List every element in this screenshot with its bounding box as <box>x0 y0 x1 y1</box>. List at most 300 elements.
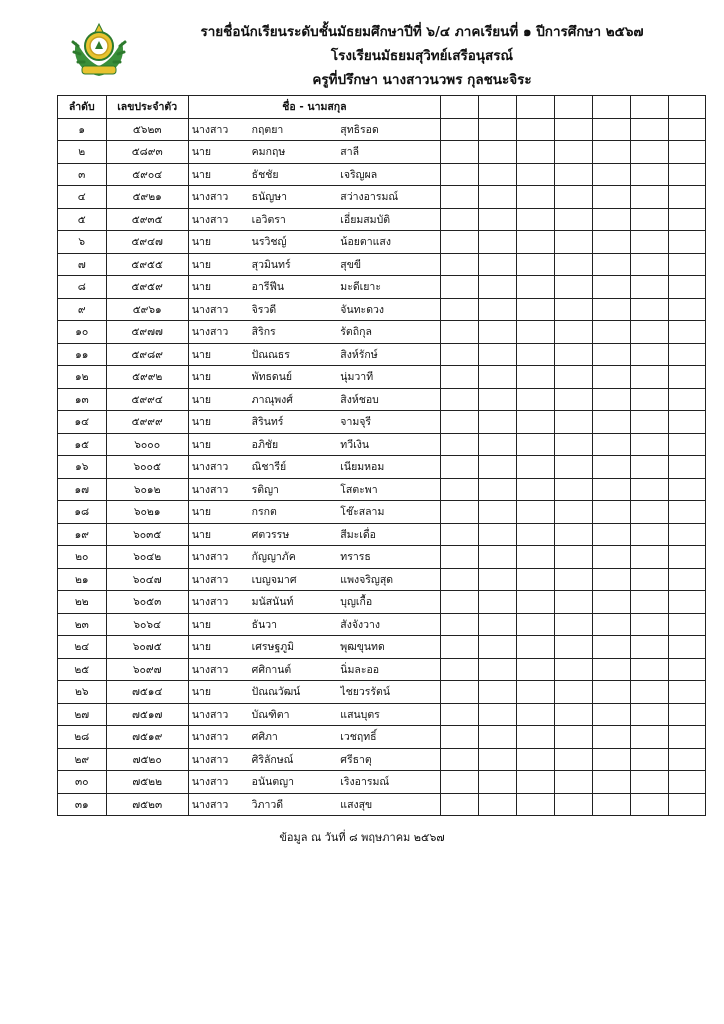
blank-cell <box>479 366 517 389</box>
blank-cell <box>593 298 631 321</box>
last-name: สุทธิรอด <box>340 118 440 141</box>
blank-cell <box>593 456 631 479</box>
student-id: ๗๕๑๗ <box>106 703 188 726</box>
blank-cell <box>517 118 555 141</box>
blank-cell <box>441 253 479 276</box>
blank-cell <box>441 186 479 209</box>
student-id: ๖๐๔๗ <box>106 568 188 591</box>
row-number: ๒ <box>58 141 107 164</box>
column-header-no: ลำดับ <box>58 96 107 119</box>
document-header <box>140 20 704 92</box>
row-number: ๒๐ <box>58 546 107 569</box>
blank-cell <box>517 726 555 749</box>
table-row <box>58 186 706 209</box>
blank-cell <box>441 568 479 591</box>
blank-cell <box>555 186 593 209</box>
blank-cell <box>555 388 593 411</box>
name-prefix: นาย <box>188 343 251 366</box>
blank-cell <box>555 411 593 434</box>
blank-cell <box>479 748 517 771</box>
blank-cell <box>630 253 668 276</box>
blank-cell <box>630 726 668 749</box>
blank-cell <box>479 478 517 501</box>
blank-cell <box>668 636 705 659</box>
blank-cell <box>630 388 668 411</box>
name-prefix: นางสาว <box>188 478 251 501</box>
last-name: สังจังวาง <box>340 613 440 636</box>
blank-cell <box>441 478 479 501</box>
blank-cell <box>441 208 479 231</box>
table-row <box>58 658 706 681</box>
last-name: สีมะเดื่อ <box>340 523 440 546</box>
blank-cell <box>555 748 593 771</box>
blank-cell <box>517 748 555 771</box>
first-name: อนันตญา <box>252 771 341 794</box>
blank-cell <box>555 546 593 569</box>
blank-cell <box>555 681 593 704</box>
row-number: ๒๘ <box>58 726 107 749</box>
blank-cell <box>441 726 479 749</box>
blank-cell <box>517 546 555 569</box>
row-number: ๙ <box>58 298 107 321</box>
name-prefix: นางสาว <box>188 591 251 614</box>
first-name: คมกฤษ <box>252 141 341 164</box>
table-row <box>58 163 706 186</box>
blank-cell <box>517 433 555 456</box>
blank-cell <box>555 343 593 366</box>
blank-cell <box>517 141 555 164</box>
student-id: ๖๐๖๔ <box>106 613 188 636</box>
blank-cell <box>441 118 479 141</box>
blank-cell <box>555 321 593 344</box>
student-id: ๕๙๘๙ <box>106 343 188 366</box>
blank-cell <box>441 703 479 726</box>
first-name: รติญา <box>252 478 341 501</box>
name-prefix: นางสาว <box>188 298 251 321</box>
table-row <box>58 613 706 636</box>
blank-cell <box>479 163 517 186</box>
blank-cell <box>441 681 479 704</box>
blank-cell <box>517 321 555 344</box>
student-id: ๕๙๓๕ <box>106 208 188 231</box>
blank-cell <box>630 298 668 321</box>
blank-cell <box>593 366 631 389</box>
blank-cell <box>517 208 555 231</box>
blank-cell <box>555 613 593 636</box>
table-row <box>58 501 706 524</box>
blank-cell <box>630 748 668 771</box>
blank-cell <box>555 276 593 299</box>
student-id: ๖๐๙๗ <box>106 658 188 681</box>
blank-cell <box>479 546 517 569</box>
student-id: ๖๐๐๕ <box>106 456 188 479</box>
first-name: กรกต <box>252 501 341 524</box>
table-row <box>58 118 706 141</box>
first-name: ศศิกานต์ <box>252 658 341 681</box>
last-name: บุญเกื้อ <box>340 591 440 614</box>
name-prefix: นางสาว <box>188 456 251 479</box>
blank-column-header <box>668 96 705 119</box>
last-name: รัตถิกุล <box>340 321 440 344</box>
last-name: จามจุรี <box>340 411 440 434</box>
student-id: ๕๘๙๓ <box>106 141 188 164</box>
blank-cell <box>441 523 479 546</box>
blank-cell <box>479 141 517 164</box>
blank-cell <box>668 298 705 321</box>
blank-cell <box>630 208 668 231</box>
first-name: ธัชชัย <box>252 163 341 186</box>
student-id: ๗๕๑๔ <box>106 681 188 704</box>
row-number: ๕ <box>58 208 107 231</box>
first-name: อภิชัย <box>252 433 341 456</box>
blank-cell <box>668 523 705 546</box>
school-logo <box>68 20 130 82</box>
student-roster-table <box>57 95 706 816</box>
blank-cell <box>630 546 668 569</box>
last-name: นิ่มละออ <box>340 658 440 681</box>
row-number: ๑๙ <box>58 523 107 546</box>
blank-cell <box>668 411 705 434</box>
last-name: ทวีเงิน <box>340 433 440 456</box>
name-prefix: นาย <box>188 388 251 411</box>
last-name: สาลี <box>340 141 440 164</box>
first-name: มนัสนันท์ <box>252 591 341 614</box>
last-name: สว่างอารมณ์ <box>340 186 440 209</box>
row-number: ๗ <box>58 253 107 276</box>
blank-cell <box>630 568 668 591</box>
blank-column-header <box>555 96 593 119</box>
blank-cell <box>630 681 668 704</box>
blank-cell <box>630 613 668 636</box>
blank-cell <box>668 568 705 591</box>
blank-cell <box>479 726 517 749</box>
blank-cell <box>441 231 479 254</box>
blank-cell <box>517 298 555 321</box>
table-row <box>58 636 706 659</box>
blank-cell <box>668 456 705 479</box>
row-number: ๑๔ <box>58 411 107 434</box>
name-prefix: นาย <box>188 411 251 434</box>
name-prefix: นาย <box>188 276 251 299</box>
last-name: โช๊ะสลาม <box>340 501 440 524</box>
last-name: แสนบุตร <box>340 703 440 726</box>
row-number: ๑๒ <box>58 366 107 389</box>
name-prefix: นาย <box>188 636 251 659</box>
row-number: ๒๑ <box>58 568 107 591</box>
table-row <box>58 456 706 479</box>
blank-cell <box>479 771 517 794</box>
blank-cell <box>668 141 705 164</box>
blank-cell <box>668 231 705 254</box>
blank-cell <box>555 163 593 186</box>
blank-cell <box>668 726 705 749</box>
blank-cell <box>668 658 705 681</box>
blank-cell <box>593 591 631 614</box>
blank-cell <box>479 501 517 524</box>
blank-cell <box>479 793 517 816</box>
blank-column-header <box>479 96 517 119</box>
blank-cell <box>479 703 517 726</box>
blank-cell <box>668 501 705 524</box>
roster-body <box>58 118 706 816</box>
row-number: ๓๐ <box>58 771 107 794</box>
blank-cell <box>555 523 593 546</box>
name-prefix: นางสาว <box>188 793 251 816</box>
blank-cell <box>479 231 517 254</box>
blank-cell <box>441 456 479 479</box>
blank-cell <box>668 771 705 794</box>
last-name: เอี่ยมสมบัติ <box>340 208 440 231</box>
blank-cell <box>668 388 705 411</box>
blank-cell <box>517 456 555 479</box>
blank-cell <box>517 186 555 209</box>
table-row <box>58 298 706 321</box>
blank-cell <box>479 118 517 141</box>
row-number: ๑๓ <box>58 388 107 411</box>
blank-cell <box>668 591 705 614</box>
blank-cell <box>593 388 631 411</box>
document-title: รายชื่อนักเรียนระดับชั้นมัธยมศึกษาปีที่ ๖/๔ ภาคเรียนที่ ๑ ปีการศึกษา ๒๕๖๗ <box>200 24 644 40</box>
blank-cell <box>441 591 479 614</box>
first-name: กฤตยา <box>252 118 341 141</box>
row-number: ๑๑ <box>58 343 107 366</box>
blank-cell <box>630 658 668 681</box>
blank-cell <box>441 433 479 456</box>
blank-cell <box>479 523 517 546</box>
blank-cell <box>517 703 555 726</box>
blank-cell <box>630 321 668 344</box>
table-row <box>58 321 706 344</box>
blank-cell <box>555 231 593 254</box>
blank-cell <box>441 141 479 164</box>
blank-cell <box>441 298 479 321</box>
student-id: ๖๐๑๒ <box>106 478 188 501</box>
blank-cell <box>630 163 668 186</box>
table-row <box>58 568 706 591</box>
table-row <box>58 748 706 771</box>
table-header-row <box>58 96 706 119</box>
last-name: น้อยตาแสง <box>340 231 440 254</box>
blank-cell <box>668 681 705 704</box>
blank-cell <box>517 613 555 636</box>
student-id: ๕๙๒๑ <box>106 186 188 209</box>
first-name: กัญญาภัค <box>252 546 341 569</box>
blank-cell <box>668 343 705 366</box>
first-name: ธันวา <box>252 613 341 636</box>
blank-cell <box>555 591 593 614</box>
table-row <box>58 793 706 816</box>
first-name: สิริกร <box>252 321 341 344</box>
blank-cell <box>517 681 555 704</box>
blank-cell <box>479 343 517 366</box>
blank-cell <box>668 118 705 141</box>
name-prefix: นางสาว <box>188 546 251 569</box>
student-id: ๕๙๗๗ <box>106 321 188 344</box>
last-name: ไชยวรรัตน์ <box>340 681 440 704</box>
blank-cell <box>593 726 631 749</box>
row-number: ๔ <box>58 186 107 209</box>
blank-cell <box>441 163 479 186</box>
name-prefix: นางสาว <box>188 321 251 344</box>
blank-cell <box>593 613 631 636</box>
blank-cell <box>593 568 631 591</box>
student-id: ๖๐๓๕ <box>106 523 188 546</box>
student-id: ๕๙๔๗ <box>106 231 188 254</box>
blank-cell <box>668 276 705 299</box>
name-prefix: นาย <box>188 523 251 546</box>
blank-cell <box>441 613 479 636</box>
blank-cell <box>517 636 555 659</box>
blank-cell <box>593 231 631 254</box>
first-name: ภาณุพงศ์ <box>252 388 341 411</box>
blank-cell <box>593 163 631 186</box>
blank-cell <box>630 118 668 141</box>
row-number: ๖ <box>58 231 107 254</box>
blank-cell <box>479 591 517 614</box>
blank-cell <box>555 253 593 276</box>
blank-cell <box>668 478 705 501</box>
name-prefix: นางสาว <box>188 118 251 141</box>
blank-cell <box>593 523 631 546</box>
blank-cell <box>555 771 593 794</box>
blank-cell <box>517 366 555 389</box>
student-id: ๕๙๕๕ <box>106 253 188 276</box>
blank-cell <box>630 343 668 366</box>
blank-cell <box>630 433 668 456</box>
last-name: นุ่มวาที <box>340 366 440 389</box>
blank-cell <box>555 433 593 456</box>
last-name: เจริญผล <box>340 163 440 186</box>
table-row <box>58 388 706 411</box>
name-prefix: นาย <box>188 141 251 164</box>
row-number: ๑๗ <box>58 478 107 501</box>
row-number: ๑๘ <box>58 501 107 524</box>
table-row <box>58 141 706 164</box>
last-name: แพงจริญสุด <box>340 568 440 591</box>
last-name: สุขขี <box>340 253 440 276</box>
name-prefix: นางสาว <box>188 771 251 794</box>
blank-cell <box>555 793 593 816</box>
first-name: สุวมินทร์ <box>252 253 341 276</box>
table-row <box>58 366 706 389</box>
blank-cell <box>479 411 517 434</box>
last-name: แสงสุข <box>340 793 440 816</box>
blank-cell <box>593 343 631 366</box>
table-row <box>58 681 706 704</box>
first-name: สิรินทร์ <box>252 411 341 434</box>
blank-cell <box>479 321 517 344</box>
row-number: ๒๒ <box>58 591 107 614</box>
blank-cell <box>593 748 631 771</box>
blank-cell <box>630 276 668 299</box>
blank-cell <box>555 501 593 524</box>
blank-cell <box>668 163 705 186</box>
blank-cell <box>593 321 631 344</box>
blank-cell <box>668 208 705 231</box>
last-name: สิงห์ชอบ <box>340 388 440 411</box>
table-row <box>58 253 706 276</box>
blank-cell <box>479 433 517 456</box>
blank-cell <box>668 703 705 726</box>
name-prefix: นางสาว <box>188 186 251 209</box>
advisor-name: ครูที่ปรึกษา นางสาวนวพร กุลชนะจิระ <box>312 72 532 88</box>
school-name: โรงเรียนมัธยมสุวิทย์เสรีอนุสรณ์ <box>330 48 514 64</box>
name-prefix: นาย <box>188 163 251 186</box>
blank-cell <box>479 681 517 704</box>
blank-cell <box>517 253 555 276</box>
name-prefix: นางสาว <box>188 748 251 771</box>
table-row <box>58 276 706 299</box>
first-name: ศศิภา <box>252 726 341 749</box>
blank-cell <box>630 501 668 524</box>
blank-cell <box>630 523 668 546</box>
blank-cell <box>668 748 705 771</box>
blank-cell <box>441 366 479 389</box>
first-name: เศรษฐภูมิ <box>252 636 341 659</box>
blank-cell <box>517 478 555 501</box>
blank-cell <box>517 591 555 614</box>
blank-cell <box>593 501 631 524</box>
column-header-id: เลขประจำตัว <box>106 96 188 119</box>
first-name: ณิชารีย์ <box>252 456 341 479</box>
table-row <box>58 726 706 749</box>
row-number: ๑๖ <box>58 456 107 479</box>
row-number: ๒๖ <box>58 681 107 704</box>
row-number: ๑๕ <box>58 433 107 456</box>
student-id: ๗๕๒๒ <box>106 771 188 794</box>
name-prefix: นางสาว <box>188 726 251 749</box>
blank-column-header <box>593 96 631 119</box>
blank-cell <box>479 253 517 276</box>
blank-cell <box>479 388 517 411</box>
blank-cell <box>517 523 555 546</box>
blank-cell <box>593 141 631 164</box>
last-name: ทรารธ <box>340 546 440 569</box>
student-id: ๕๙๙๔ <box>106 388 188 411</box>
table-row <box>58 523 706 546</box>
last-name: พุฒขุนทด <box>340 636 440 659</box>
blank-cell <box>517 771 555 794</box>
blank-cell <box>630 636 668 659</box>
row-number: ๘ <box>58 276 107 299</box>
first-name: ปัณณวัฒน์ <box>252 681 341 704</box>
blank-cell <box>630 366 668 389</box>
student-id: ๖๐๐๐ <box>106 433 188 456</box>
blank-cell <box>593 276 631 299</box>
student-id: ๖๐๒๑ <box>106 501 188 524</box>
blank-cell <box>555 208 593 231</box>
blank-cell <box>593 658 631 681</box>
name-prefix: นาย <box>188 613 251 636</box>
blank-cell <box>441 388 479 411</box>
student-id: ๖๐๕๓ <box>106 591 188 614</box>
student-id: ๗๕๑๙ <box>106 726 188 749</box>
first-name: จิรวดี <box>252 298 341 321</box>
blank-cell <box>479 276 517 299</box>
blank-cell <box>517 343 555 366</box>
last-name: สิงห์รักษ์ <box>340 343 440 366</box>
blank-cell <box>517 231 555 254</box>
blank-cell <box>630 478 668 501</box>
blank-cell <box>593 636 631 659</box>
blank-cell <box>630 231 668 254</box>
blank-cell <box>479 456 517 479</box>
blank-cell <box>593 118 631 141</box>
table-row <box>58 771 706 794</box>
blank-cell <box>517 658 555 681</box>
table-row <box>58 546 706 569</box>
table-row <box>58 231 706 254</box>
